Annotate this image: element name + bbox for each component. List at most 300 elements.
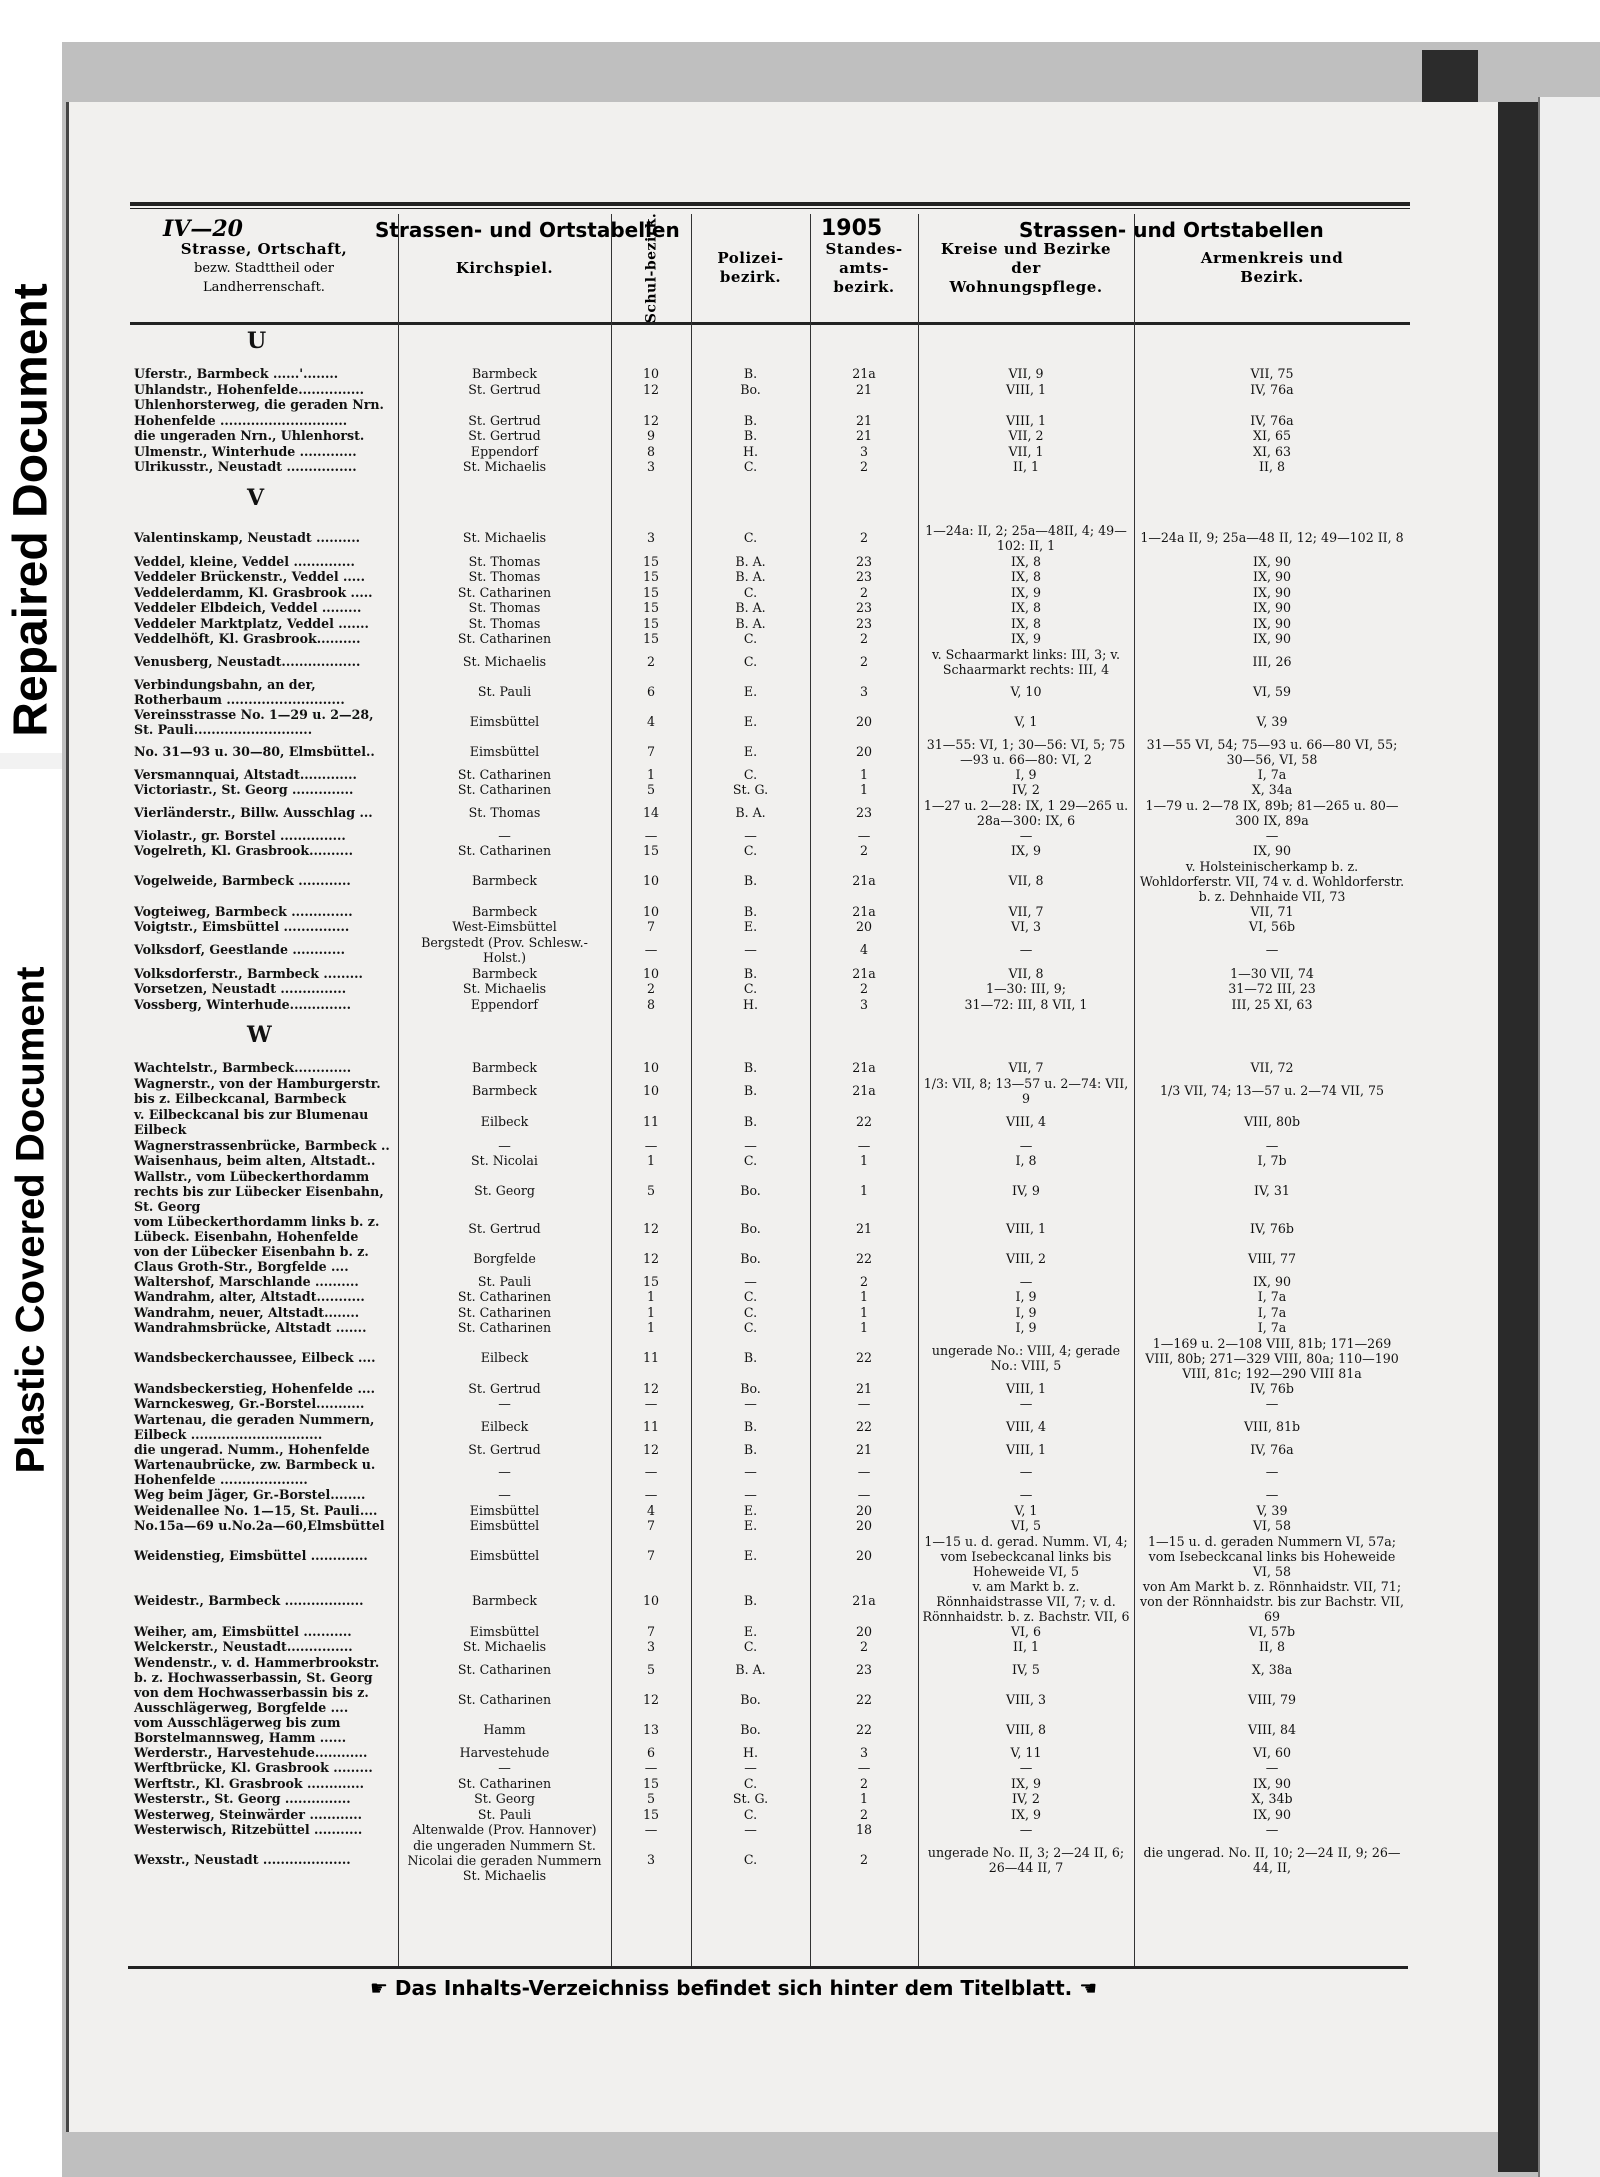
- cell-standesamtsbezirk: —: [857, 1487, 871, 1502]
- col-kirchspiel: Kirchspiel.: [455, 258, 554, 277]
- table-row: [130, 1534, 1410, 1579]
- cell-armenkreis: von Am Markt b. z. Rönnhaidstr. VII, 71; von der Rönnhaidstr. bis zur Bachstr. VII, 69: [1140, 1578, 1404, 1624]
- cell-wohnungspflege: I, 9: [1015, 1289, 1037, 1304]
- cell-polizeibezirk: E.: [743, 1518, 758, 1533]
- binder-tab: [1422, 50, 1478, 110]
- cell-kirchspiel: St. Gertrud: [468, 428, 541, 443]
- table-row: [130, 782, 1410, 798]
- table-row: [130, 1060, 1410, 1076]
- cell-strasse: Wagnerstrassenbrücke, Barmbeck ..: [134, 1137, 390, 1153]
- cell-strasse: v. Eilbeckcanal bis zur Blumenau Eilbeck: [134, 1106, 369, 1137]
- cell-polizeibezirk: —: [744, 1273, 757, 1289]
- cell-polizeibezirk: B.: [743, 873, 758, 889]
- cell-armenkreis: IV, 76b: [1250, 1220, 1294, 1236]
- cell-kirchspiel: Eimsbüttel: [469, 743, 540, 759]
- table-row: [130, 647, 1410, 677]
- table-row: [130, 677, 1410, 707]
- cell-armenkreis: VII, 71: [1250, 903, 1294, 919]
- cell-standesamtsbezirk: 2: [859, 584, 868, 600]
- cell-armenkreis: —: [1265, 1760, 1279, 1775]
- cell-schulbezirk: —: [644, 1396, 658, 1411]
- cell-kirchspiel: —: [498, 1760, 511, 1775]
- cell-schulbezirk: 10: [642, 965, 660, 981]
- col-strasse-sublabel: bezw. Stadttheil oder Landherrenschaft.: [194, 260, 334, 295]
- cell-wohnungspflege: —: [1019, 1822, 1033, 1837]
- cell-armenkreis: VI, 56b: [1248, 919, 1296, 934]
- cell-schulbezirk: 5: [646, 782, 655, 797]
- cell-schulbezirk: 3: [646, 530, 655, 546]
- footer-note: [370, 1976, 1097, 2000]
- cell-armenkreis: VII, 75: [1250, 366, 1294, 381]
- cell-polizeibezirk: C.: [743, 631, 758, 646]
- cell-armenkreis: —: [1265, 1487, 1279, 1502]
- cell-polizeibezirk: E.: [743, 1623, 758, 1639]
- cell-strasse: Veddel, kleine, Veddel ..............: [134, 553, 355, 569]
- table-row: [130, 1655, 1410, 1685]
- cell-standesamtsbezirk: 3: [859, 443, 868, 459]
- cell-kirchspiel: St. Catharinen: [457, 1304, 552, 1320]
- cell-standesamtsbezirk: 21a: [852, 903, 876, 919]
- cell-armenkreis: IV, 76a: [1250, 1441, 1294, 1457]
- cell-wohnungspflege: I, 9: [1015, 1304, 1037, 1320]
- cell-wohnungspflege: IX, 8: [1011, 615, 1041, 631]
- cell-polizeibezirk: C.: [743, 1852, 758, 1868]
- cell-schulbezirk: 7: [646, 919, 655, 934]
- cell-strasse: Wexstr., Neustadt ....................: [134, 1852, 351, 1868]
- table-row: [130, 1289, 1410, 1305]
- cell-wohnungspflege: IV, 2: [1012, 782, 1040, 797]
- table-row: [130, 981, 1410, 997]
- cell-schulbezirk: 14: [642, 804, 660, 820]
- cell-wohnungspflege: ungerade No.: VIII, 4; gerade No.: VIII, 5: [931, 1343, 1121, 1373]
- cell-wohnungspflege: IV, 5: [1012, 1661, 1040, 1677]
- cell-schulbezirk: 1: [646, 1320, 655, 1335]
- cell-strasse: die ungerad. Numm., Hohenfelde: [134, 1441, 370, 1457]
- cell-kirchspiel: Eilbeck: [480, 1350, 529, 1366]
- cell-polizeibezirk: B. A.: [735, 600, 766, 615]
- cell-standesamtsbezirk: 4: [859, 942, 868, 958]
- cell-polizeibezirk: B. A.: [735, 569, 766, 584]
- cell-wohnungspflege: —: [1019, 1137, 1033, 1153]
- section-gap: [130, 475, 1410, 489]
- section-letter-label: V: [247, 484, 265, 511]
- cell-armenkreis: 31—55 VI, 54; 75—93 u. 66—80 VI, 55; 30—56, VI, 58: [1146, 736, 1398, 767]
- table-row: [130, 523, 1410, 554]
- cell-polizeibezirk: E.: [743, 713, 758, 729]
- cell-armenkreis: —: [1265, 1822, 1279, 1837]
- cell-polizeibezirk: —: [744, 1487, 757, 1502]
- cell-standesamtsbezirk: 2: [859, 843, 868, 858]
- cell-polizeibezirk: E.: [743, 1548, 758, 1564]
- cell-polizeibezirk: B.: [743, 1060, 758, 1075]
- cell-schulbezirk: —: [644, 1137, 658, 1153]
- cell-polizeibezirk: B.: [743, 1441, 758, 1457]
- table-row: [130, 1153, 1410, 1169]
- cell-standesamtsbezirk: —: [857, 1464, 871, 1480]
- cell-schulbezirk: 12: [642, 1441, 660, 1457]
- cell-schulbezirk: 13: [642, 1721, 660, 1737]
- cell-standesamtsbezirk: —: [857, 1137, 871, 1153]
- cell-standesamtsbezirk: 21a: [852, 1593, 876, 1609]
- cell-standesamtsbezirk: 20: [855, 743, 873, 759]
- cell-standesamtsbezirk: 2: [859, 1775, 868, 1791]
- cell-kirchspiel: Barmbeck: [472, 1060, 537, 1075]
- cell-schulbezirk: 8: [646, 996, 655, 1012]
- cell-kirchspiel: Eimsbüttel: [469, 713, 540, 729]
- cell-standesamtsbezirk: 18: [855, 1822, 873, 1837]
- cell-armenkreis: X, 34a: [1251, 782, 1293, 797]
- cell-kirchspiel: Barmbeck: [472, 1083, 537, 1099]
- table-row: [130, 1639, 1410, 1655]
- cell-wohnungspflege: IX, 8: [1011, 600, 1041, 615]
- cell-strasse: Ulmenstr., Winterhude .............: [134, 443, 357, 459]
- cell-armenkreis: IX, 90: [1253, 600, 1291, 615]
- cell-strasse: Uferstr., Barmbeck ......'........: [134, 366, 339, 381]
- cell-polizeibezirk: C.: [743, 766, 758, 782]
- cell-wohnungspflege: —: [1019, 1760, 1033, 1775]
- cell-wohnungspflege: IX, 9: [1011, 843, 1041, 858]
- cell-wohnungspflege: VII, 8: [1008, 873, 1044, 889]
- cell-polizeibezirk: C.: [743, 1320, 758, 1335]
- cell-wohnungspflege: IV, 9: [1012, 1183, 1040, 1199]
- cell-polizeibezirk: —: [744, 1464, 757, 1480]
- cell-polizeibezirk: Bo.: [740, 1250, 761, 1266]
- cell-standesamtsbezirk: 1: [859, 782, 868, 797]
- sidebar-divider: [0, 753, 62, 769]
- cell-polizeibezirk: Bo.: [740, 1721, 761, 1737]
- cell-kirchspiel: —: [498, 1487, 511, 1502]
- cell-standesamtsbezirk: 3: [859, 1744, 868, 1760]
- cell-polizeibezirk: B.: [743, 428, 758, 443]
- cell-armenkreis: 1—30 VII, 74: [1230, 965, 1314, 981]
- cell-kirchspiel: St. Catharinen: [457, 1661, 552, 1677]
- section-letter-label: W: [247, 1022, 272, 1048]
- cell-kirchspiel: St. Gertrud: [468, 1220, 541, 1236]
- section-gap: [130, 1012, 1410, 1026]
- cell-polizeibezirk: C.: [743, 459, 758, 474]
- cell-strasse: Weidestr., Barmbeck ..................: [134, 1593, 364, 1609]
- cell-kirchspiel: Eimsbüttel: [469, 1518, 540, 1533]
- cell-standesamtsbezirk: 23: [855, 804, 873, 820]
- cell-armenkreis: VI, 60: [1252, 1744, 1292, 1760]
- cell-wohnungspflege: 1/3: VII, 8; 13—57 u. 2—74: VII, 9: [923, 1075, 1129, 1106]
- table-row: [130, 366, 1410, 382]
- table-row: [130, 1838, 1410, 1883]
- cell-polizeibezirk: —: [744, 942, 757, 958]
- cell-armenkreis: —: [1265, 1137, 1279, 1153]
- cell-polizeibezirk: —: [744, 1760, 757, 1775]
- section-letter: [130, 328, 1410, 366]
- cell-wohnungspflege: 1—24a: II, 2; 25a—48II, 4; 49—102: II, 1: [925, 522, 1127, 553]
- table-row: [130, 444, 1410, 460]
- cell-wohnungspflege: IX, 9: [1011, 1806, 1041, 1822]
- table-row: [130, 707, 1410, 737]
- cell-schulbezirk: 5: [646, 1183, 655, 1199]
- cell-strasse: Valentinskamp, Neustadt ..........: [134, 530, 360, 546]
- table-row: [130, 737, 1410, 767]
- cell-kirchspiel: St. Michaelis: [462, 530, 547, 546]
- cell-standesamtsbezirk: 2: [859, 631, 868, 646]
- cell-armenkreis: IX, 90: [1253, 1273, 1291, 1289]
- cell-kirchspiel: Eilbeck: [480, 1114, 529, 1130]
- cell-armenkreis: VI, 58: [1252, 1518, 1292, 1533]
- cell-schulbezirk: 10: [642, 1083, 660, 1099]
- cell-polizeibezirk: Bo.: [740, 1380, 761, 1396]
- table-row: [130, 966, 1410, 982]
- cell-standesamtsbezirk: 2: [859, 653, 868, 669]
- cell-polizeibezirk: St. G.: [732, 782, 769, 797]
- cell-kirchspiel: St. Nicolai: [471, 1153, 538, 1168]
- cell-standesamtsbezirk: —: [857, 1396, 871, 1411]
- cell-schulbezirk: 15: [642, 1806, 660, 1822]
- cell-schulbezirk: —: [644, 1487, 658, 1502]
- cell-strasse: Vereinsstrasse No. 1—29 u. 2—28, St. Pauli...........................: [134, 706, 374, 737]
- col-armenkreis: Armenkreis und Bezirk.: [1200, 249, 1344, 286]
- table-row: [130, 1457, 1410, 1487]
- cell-armenkreis: VIII, 79: [1247, 1691, 1297, 1707]
- cell-armenkreis: IV, 76b: [1250, 1380, 1294, 1396]
- cell-strasse: Westerwisch, Ritzebüttel ...........: [134, 1822, 363, 1837]
- table-row: [130, 935, 1410, 966]
- cell-strasse: Vorsetzen, Neustadt ...............: [134, 981, 347, 996]
- cell-schulbezirk: 15: [642, 569, 660, 584]
- table-row: [130, 1274, 1410, 1290]
- cell-polizeibezirk: H.: [743, 1744, 758, 1760]
- cell-armenkreis: —: [1265, 827, 1279, 843]
- cell-strasse: Volksdorferstr., Barmbeck .........: [134, 965, 363, 981]
- cell-strasse: von der Lübecker Eisenbahn b. z. Claus Groth-Str., Borgfelde ....: [134, 1243, 369, 1274]
- cell-strasse: vom Lübeckerthordamm links b. z. Lübeck. Eisenbahn, Hohenfelde: [134, 1213, 380, 1244]
- cell-armenkreis: XI, 63: [1253, 443, 1291, 459]
- cell-kirchspiel: St. Pauli: [477, 1806, 532, 1822]
- cell-wohnungspflege: VII, 9: [1008, 366, 1044, 381]
- table-row: [130, 428, 1410, 444]
- cell-kirchspiel: St. Catharinen: [457, 766, 552, 782]
- cell-strasse: Hohenfelde .............................: [134, 412, 348, 428]
- col-schulbezirk: [611, 214, 691, 322]
- cell-kirchspiel: Borgfelde: [473, 1250, 536, 1266]
- cell-wohnungspflege: II, 1: [1013, 459, 1039, 474]
- col-standesamtsbezirk: Standes-amts-bezirk.: [825, 239, 903, 296]
- cell-strasse: Violastr., gr. Borstel ...............: [134, 827, 346, 843]
- cell-standesamtsbezirk: 22: [855, 1418, 873, 1434]
- cell-schulbezirk: 9: [646, 428, 655, 443]
- table-row: [130, 1715, 1410, 1745]
- table-row: [130, 1381, 1410, 1397]
- cell-wohnungspflege: VII, 1: [1008, 443, 1044, 459]
- cell-standesamtsbezirk: 21: [855, 1220, 873, 1236]
- cell-wohnungspflege: 31—55: VI, 1; 30—56: VI, 5; 75—93 u. 66—80: VI, 2: [926, 736, 1126, 767]
- cell-standesamtsbezirk: 2: [859, 1806, 868, 1822]
- cell-polizeibezirk: C.: [743, 1289, 758, 1304]
- table-bottom-rule: [128, 1966, 1408, 1969]
- table-row: [130, 569, 1410, 585]
- cell-wohnungspflege: V, 1: [1014, 713, 1038, 729]
- cell-strasse: Wallstr., vom Lübeckerthordamm rechts bis zur Lübecker Eisenbahn, St. Georg: [134, 1168, 384, 1214]
- cell-armenkreis: IX, 90: [1253, 631, 1291, 646]
- cell-kirchspiel: St. Gertrud: [468, 381, 541, 397]
- cell-schulbezirk: 6: [646, 683, 655, 699]
- table-row: [130, 1776, 1410, 1792]
- cell-kirchspiel: St. Catharinen: [457, 1775, 552, 1791]
- cell-armenkreis: VI, 59: [1252, 683, 1292, 699]
- cell-strasse: Voigtstr., Eimsbüttel ...............: [134, 919, 350, 934]
- cell-schulbezirk: 12: [642, 412, 660, 428]
- table-row: [130, 1305, 1410, 1321]
- cell-wohnungspflege: IV, 2: [1012, 1791, 1040, 1806]
- cell-strasse: No.15a—69 u.No.2a—60,Elmsbüttel: [134, 1518, 385, 1533]
- col-strasse-label: Strasse, Ortschaft,: [180, 239, 348, 258]
- cell-schulbezirk: 12: [642, 1250, 660, 1266]
- cell-wohnungspflege: I, 9: [1015, 1320, 1037, 1335]
- cell-armenkreis: IX, 90: [1253, 569, 1291, 584]
- table-row: [130, 1503, 1410, 1519]
- cell-wohnungspflege: VII, 7: [1008, 903, 1044, 919]
- cell-standesamtsbezirk: 20: [855, 1548, 873, 1564]
- table-row: [130, 997, 1410, 1013]
- section-letter: [130, 484, 1410, 523]
- cell-schulbezirk: 1: [646, 1304, 655, 1320]
- repaired-document-label: Repaired Document: [4, 283, 58, 737]
- table-row: [130, 798, 1410, 828]
- table-row: [130, 1760, 1410, 1776]
- cell-armenkreis: VIII, 77: [1247, 1250, 1297, 1266]
- cell-schulbezirk: 11: [642, 1114, 660, 1130]
- cell-schulbezirk: 3: [646, 1639, 655, 1654]
- cell-kirchspiel: Eimsbüttel: [469, 1623, 540, 1639]
- cell-wohnungspflege: V, 1: [1014, 1502, 1038, 1518]
- table-row: [130, 843, 1410, 859]
- cell-armenkreis: IV, 31: [1254, 1183, 1290, 1199]
- cell-armenkreis: 31—72 III, 23: [1228, 981, 1316, 996]
- cell-wohnungspflege: —: [1019, 1464, 1033, 1480]
- cell-kirchspiel: St. Thomas: [468, 804, 541, 820]
- cell-kirchspiel: Eimsbüttel: [469, 1548, 540, 1564]
- page-edge-shadow: [1498, 102, 1538, 2172]
- cell-wohnungspflege: IX, 9: [1011, 1775, 1041, 1791]
- cell-polizeibezirk: B.: [743, 412, 758, 428]
- cell-kirchspiel: Barmbeck: [472, 1593, 537, 1609]
- cell-armenkreis: v. Holsteinischerkamp b. z. Wohldorferstr. VII, 74 v. d. Wohldorferstr. b. z. Dehnhaide VII, 73: [1139, 858, 1405, 904]
- cell-armenkreis: VIII, 84: [1247, 1721, 1297, 1737]
- table-row: [130, 1624, 1410, 1640]
- cell-polizeibezirk: B. A.: [735, 804, 766, 820]
- table-row: [130, 1320, 1410, 1336]
- cell-armenkreis: IV, 76a: [1250, 381, 1294, 397]
- cell-strasse: Veddelhöft, Kl. Grasbrook..........: [134, 631, 361, 646]
- cell-strasse: Wachtelstr., Barmbeck.............: [134, 1060, 352, 1075]
- cell-wohnungspflege: IX, 9: [1011, 584, 1041, 600]
- cell-standesamtsbezirk: 2: [859, 1852, 868, 1868]
- cell-polizeibezirk: C.: [743, 530, 758, 546]
- cell-standesamtsbezirk: 23: [855, 615, 873, 631]
- table-row: [130, 904, 1410, 920]
- cell-standesamtsbezirk: 2: [859, 459, 868, 474]
- cell-polizeibezirk: Bo.: [740, 1183, 761, 1199]
- cell-kirchspiel: Hamm: [483, 1721, 526, 1737]
- cell-strasse: Wandrahm, alter, Altstadt...........: [134, 1289, 365, 1304]
- cell-kirchspiel: St. Catharinen: [457, 782, 552, 797]
- cell-schulbezirk: 15: [642, 584, 660, 600]
- plastic-covered-document-label: Plastic Covered Document: [8, 966, 53, 1474]
- cell-standesamtsbezirk: 23: [855, 1661, 873, 1677]
- cell-schulbezirk: —: [644, 1464, 658, 1480]
- column-headers: [130, 214, 1410, 322]
- cell-standesamtsbezirk: 3: [859, 683, 868, 699]
- cell-polizeibezirk: B. A.: [735, 1661, 766, 1677]
- cell-armenkreis: IX, 90: [1253, 584, 1291, 600]
- cell-armenkreis: IX, 90: [1253, 1775, 1291, 1791]
- cell-wohnungspflege: 31—72: III, 8 VII, 1: [964, 996, 1088, 1012]
- cell-armenkreis: VIII, 80b: [1243, 1114, 1301, 1130]
- cell-kirchspiel: Barmbeck: [472, 366, 537, 381]
- cell-strasse: Uhlandstr., Hohenfelde...............: [134, 381, 365, 397]
- cell-strasse: Weg beim Jäger, Gr.-Borstel........: [134, 1487, 366, 1502]
- cell-wohnungspflege: VIII, 4: [1005, 1418, 1047, 1434]
- cell-strasse: Vierländerstr., Billw. Ausschlag ...: [134, 804, 373, 820]
- table-row: [130, 1396, 1410, 1412]
- cell-strasse: die ungeraden Nrn., Uhlenhorst.: [134, 428, 365, 443]
- cell-armenkreis: I, 7b: [1257, 1153, 1287, 1168]
- cell-schulbezirk: 2: [646, 981, 655, 996]
- cell-kirchspiel: St. Thomas: [468, 600, 541, 615]
- cell-kirchspiel: St. Thomas: [468, 615, 541, 631]
- cell-armenkreis: IX, 90: [1253, 553, 1291, 569]
- cell-armenkreis: 1—169 u. 2—108 VIII, 81b; 171—269 VIII, 80b; 271—329 VIII, 80a; 110—190 VIII, 81c; 192—290 VIII 81a: [1145, 1335, 1399, 1381]
- cell-standesamtsbezirk: 1: [859, 766, 868, 782]
- cell-wohnungspflege: IX, 8: [1011, 553, 1041, 569]
- table-row: [130, 859, 1410, 904]
- cell-wohnungspflege: ungerade No. II, 3; 2—24 II, 6; 26—44 II, 7: [927, 1845, 1125, 1875]
- cell-kirchspiel: Barmbeck: [472, 873, 537, 889]
- cell-wohnungspflege: IX, 9: [1011, 631, 1041, 646]
- pointing-hand-icon: ☚: [1079, 1976, 1098, 2000]
- cell-schulbezirk: 15: [642, 615, 660, 631]
- cell-polizeibezirk: C.: [743, 584, 758, 600]
- cell-standesamtsbezirk: 1: [859, 1791, 868, 1806]
- cell-wohnungspflege: IX, 8: [1011, 569, 1041, 584]
- cell-kirchspiel: St. Thomas: [468, 569, 541, 584]
- cell-standesamtsbezirk: 21a: [852, 965, 876, 981]
- cell-schulbezirk: 15: [642, 1775, 660, 1791]
- table-row: [130, 1807, 1410, 1823]
- cell-armenkreis: III, 25 XI, 63: [1231, 996, 1313, 1012]
- table-row: [130, 554, 1410, 570]
- cell-strasse: Wandrahm, neuer, Altstadt........: [134, 1304, 360, 1320]
- cell-schulbezirk: 12: [642, 381, 660, 397]
- cell-armenkreis: VI, 57b: [1248, 1623, 1296, 1639]
- table-row: [130, 1076, 1410, 1107]
- cell-strasse: No. 31—93 u. 30—80, Elmsbüttel..: [134, 743, 375, 759]
- cell-polizeibezirk: B.: [743, 1083, 758, 1099]
- cell-schulbezirk: 6: [646, 1744, 655, 1760]
- cell-standesamtsbezirk: 22: [855, 1350, 873, 1366]
- cell-schulbezirk: 10: [642, 1060, 660, 1075]
- cell-strasse: Wagnerstr., von der Hamburgerstr. bis z. Eilbeckcanal, Barmbeck: [134, 1076, 381, 1106]
- cell-wohnungspflege: V, 11: [1010, 1744, 1042, 1760]
- header-rule: [130, 202, 1410, 209]
- cell-wohnungspflege: VIII, 1: [1005, 1441, 1047, 1457]
- cell-polizeibezirk: B.: [743, 1350, 758, 1366]
- cell-wohnungspflege: VIII, 1: [1005, 1220, 1047, 1236]
- cell-wohnungspflege: II, 1: [1013, 1639, 1039, 1654]
- cell-kirchspiel: St. Georg: [474, 1183, 535, 1199]
- cell-armenkreis: —: [1265, 1396, 1279, 1411]
- cell-schulbezirk: 7: [646, 1623, 655, 1639]
- cell-wohnungspflege: VIII, 1: [1005, 1380, 1047, 1396]
- table-row: [130, 1169, 1410, 1214]
- cell-standesamtsbezirk: 22: [855, 1250, 873, 1266]
